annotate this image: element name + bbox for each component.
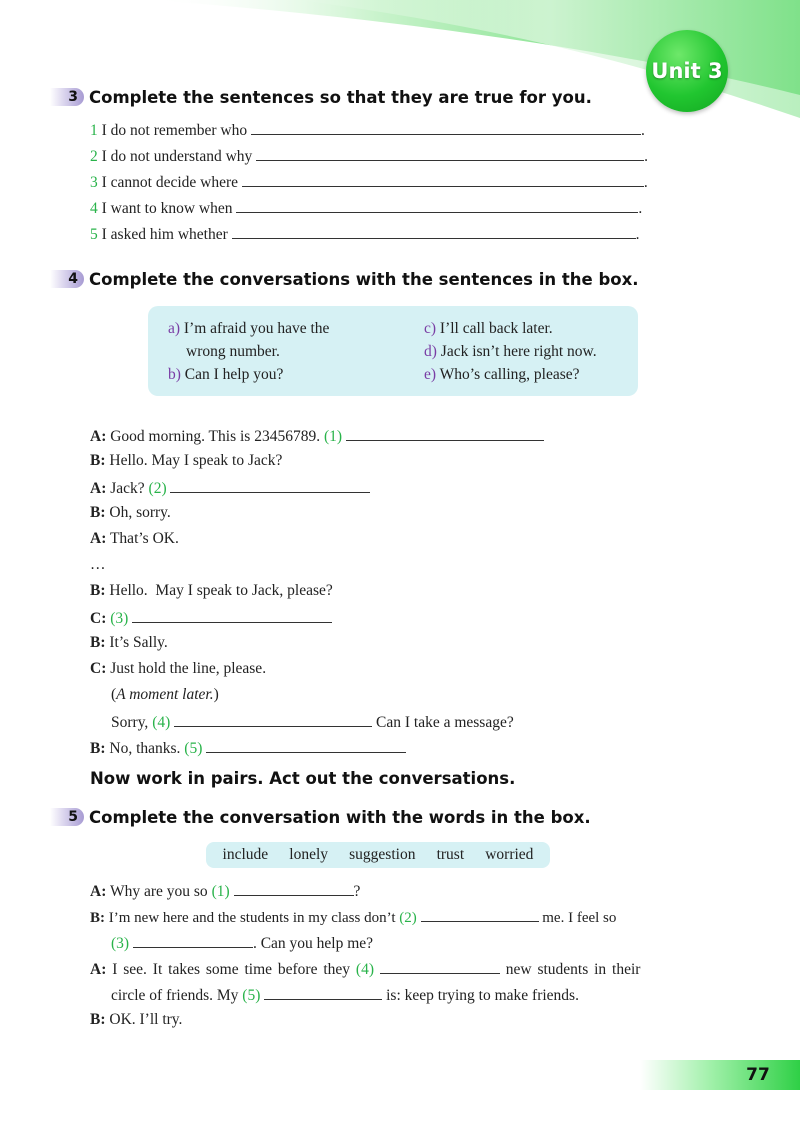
blank-number: (5): [184, 740, 203, 757]
blank-number: (4): [152, 714, 171, 731]
dialogue-text: No, thanks.: [109, 740, 181, 757]
item-number: 1: [90, 122, 98, 139]
section-3-heading: [50, 86, 592, 108]
option-e: [424, 364, 580, 386]
page-number: 77: [746, 1065, 770, 1085]
dialogue-ellipsis: …: [90, 556, 106, 573]
option-a: [168, 318, 329, 340]
sentence-stem: I asked him whether: [101, 226, 228, 243]
sentence-stem: I do not understand why: [101, 148, 253, 165]
option-text: I’m afraid you have the: [183, 320, 330, 337]
speaker-label: B:: [90, 634, 106, 651]
option-letter: a): [168, 320, 181, 337]
option-letter: d): [424, 343, 437, 360]
option-text: Jack isn’t here right now.: [440, 343, 597, 360]
paren-close: ): [213, 686, 219, 703]
option-d: [424, 341, 597, 363]
dialogue-text: Hello. May I speak to Jack, please?: [109, 582, 333, 599]
word-option: lonely: [289, 846, 329, 863]
section-4-heading: [50, 268, 639, 290]
speaker-label: C:: [90, 660, 107, 677]
item-number: 2: [90, 148, 98, 165]
section-3-number: 3: [50, 88, 84, 106]
answer-blank[interactable]: [132, 607, 332, 623]
dialogue-text: is: keep trying to make friends.: [386, 987, 579, 1004]
dialogue-text: Hello. May I speak to Jack?: [109, 452, 283, 469]
dialogue-text: Jack?: [110, 480, 145, 497]
dialogue-line: [90, 529, 179, 549]
blank-number: (3): [110, 610, 129, 627]
stage-text: A moment later.: [116, 686, 214, 703]
section-5-instruction: Complete the conversation with the words in the box.: [89, 807, 591, 827]
answer-blank[interactable]: [256, 145, 644, 161]
answer-blank[interactable]: [380, 958, 500, 974]
dialogue-text: . Can you help me?: [252, 935, 374, 952]
speaker-label: B:: [90, 452, 106, 469]
dialogue-line: [90, 425, 544, 447]
dialogue-text: ?: [353, 883, 361, 900]
dialogue-line: [90, 503, 171, 523]
dialogue-text: new students in their: [505, 961, 641, 978]
blank-number: (3): [111, 935, 130, 952]
option-letter: e): [424, 366, 437, 383]
dialogue-line: [90, 958, 640, 980]
word-option: worried: [485, 846, 534, 863]
blank-number: (4): [355, 961, 374, 978]
sentence-stem: I do not remember who: [101, 122, 248, 139]
sentence-item-5: 5 I asked him whether .: [90, 223, 640, 245]
sentence-item-1: 1 I do not remember who .: [90, 119, 645, 141]
speaker-label: C:: [90, 610, 107, 627]
speaker-label: B:: [90, 504, 106, 521]
item-number: 5: [90, 226, 98, 243]
blank-number: (2): [399, 910, 417, 926]
unit-label: Unit 3: [651, 59, 723, 83]
option-text: Can I help you?: [184, 366, 284, 383]
dialogue-line: [90, 1010, 182, 1030]
answer-blank[interactable]: [234, 880, 354, 896]
answer-blank[interactable]: [232, 223, 636, 239]
stage-direction: [111, 685, 219, 705]
speaker-label: B:: [90, 582, 106, 599]
dialogue-text: circle of friends. My: [111, 987, 239, 1004]
option-text: Who’s calling, please?: [439, 366, 580, 383]
answer-blank[interactable]: [346, 425, 544, 441]
dialogue-line: [90, 477, 370, 499]
option-c: [424, 318, 553, 340]
word-option: suggestion: [349, 846, 416, 863]
section-5-heading: [50, 806, 591, 828]
word-option: trust: [436, 846, 465, 863]
blank-number: (2): [148, 480, 167, 497]
word-option: include: [222, 846, 269, 863]
dialogue-text: OK. I’ll try.: [109, 1011, 183, 1028]
option-letter: c): [424, 320, 437, 337]
sentence-item-2: 2 I do not understand why .: [90, 145, 648, 167]
sentence-stem: I want to know when: [101, 200, 233, 217]
sentence-stem: I cannot decide where: [101, 174, 239, 191]
dialogue-text: I’m new here and the students in my class don’t: [108, 910, 396, 926]
dialogue-line: [90, 607, 332, 629]
unit-badge: [646, 30, 728, 112]
blank-number: (1): [323, 428, 343, 445]
dialogue-text: That’s OK.: [109, 530, 179, 547]
dialogue-line: [90, 633, 168, 653]
answer-blank[interactable]: [242, 171, 644, 187]
dialogue-line: [111, 932, 373, 954]
section-4-number: 4: [50, 270, 84, 288]
dialogue-line: [90, 451, 282, 471]
answer-blank[interactable]: [170, 477, 370, 493]
sentence-item-3: 3 I cannot decide where .: [90, 171, 648, 193]
speaker-label: B:: [90, 740, 106, 757]
dialogue-line: [90, 737, 406, 759]
answer-blank[interactable]: [133, 932, 253, 948]
section-3-instruction: Complete the sentences so that they are true for you.: [89, 87, 592, 107]
dialogue-line: [111, 711, 514, 733]
dialogue-text: I see. It takes some time before they: [112, 961, 351, 978]
dialogue-line: [90, 581, 333, 601]
speaker-label: B:: [90, 1011, 106, 1028]
dialogue-line: [111, 984, 579, 1006]
option-text: I’ll call back later.: [439, 320, 553, 337]
speaker-label: A:: [90, 961, 107, 978]
dialogue-line: [90, 659, 266, 679]
speaker-label: B:: [90, 910, 105, 926]
answer-blank[interactable]: [251, 119, 641, 135]
word-box: [206, 842, 550, 868]
answer-blank[interactable]: [236, 197, 638, 213]
speaker-label: A:: [90, 428, 107, 445]
dialogue-text: It’s Sally.: [109, 634, 168, 651]
pairwork-instruction: Now work in pairs. Act out the conversations.: [90, 768, 516, 788]
answer-blank[interactable]: [206, 737, 406, 753]
dialogue-text: Can I take a message?: [376, 714, 514, 731]
option-letter: b): [168, 366, 181, 383]
dialogue-text: me. I feel so: [542, 910, 617, 926]
section-5-number: 5: [50, 808, 84, 826]
answer-blank[interactable]: [264, 984, 382, 1000]
paren-open: (: [111, 686, 117, 703]
dialogue-text: Good morning. This is 23456789.: [110, 428, 321, 445]
dialogue-line: [90, 880, 360, 902]
section-4-instruction: Complete the conversations with the sentences in the box.: [89, 269, 639, 289]
item-number: 3: [90, 174, 98, 191]
speaker-label: A:: [90, 883, 107, 900]
item-number: 4: [90, 200, 98, 217]
dialogue-text: Just hold the line, please.: [110, 660, 267, 677]
dialogue-text: Why are you so: [109, 883, 208, 900]
option-b: [168, 364, 283, 386]
answer-blank[interactable]: [421, 906, 539, 922]
answer-blank[interactable]: [174, 711, 372, 727]
sentence-item-4: 4 I want to know when .: [90, 197, 642, 219]
speaker-label: A:: [90, 480, 107, 497]
speaker-label: A:: [90, 530, 107, 547]
dialogue-line: [90, 906, 616, 928]
blank-number: (5): [242, 987, 261, 1004]
dialogue-text: Oh, sorry.: [109, 504, 171, 521]
dialogue-text: Sorry,: [111, 714, 149, 731]
option-a-continued: wrong number.: [186, 343, 280, 360]
blank-number: (1): [211, 883, 230, 900]
